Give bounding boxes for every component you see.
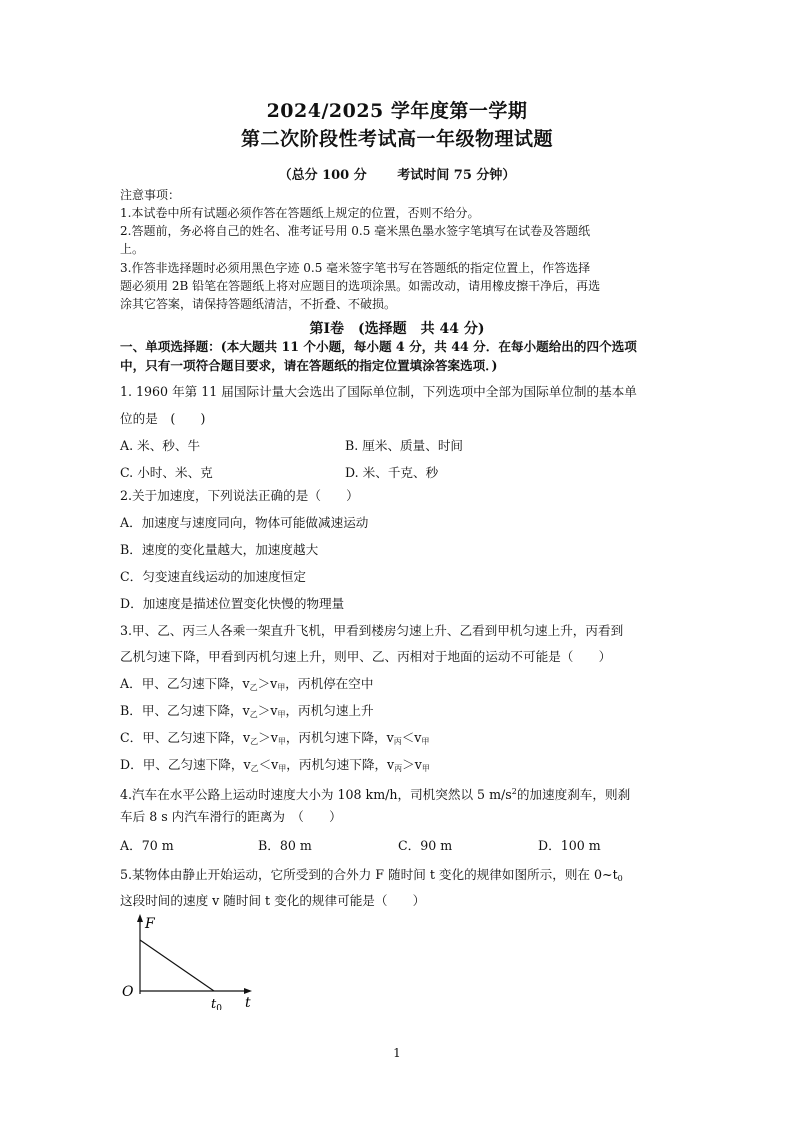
q3-stem: 乙机匀速下降，甲看到丙机匀速上升，则甲、乙、丙相对于地面的运动不可能是（ ） (120, 649, 612, 664)
q1-option-c: C. 小时、米、克 (120, 465, 213, 480)
q1-option-b: B. 厘米、质量、时间 (345, 438, 464, 453)
notice-item: 题必须用 2B 铅笔在答题纸上将对应题目的选项涂黑。如需改动，请用橡皮擦干净后，再选 (120, 279, 601, 293)
graph-x-label: t (245, 995, 251, 1010)
q2-option-d: D．加速度是描述位置变化快慢的物理量 (120, 596, 345, 611)
q3-option-c: C．甲、乙匀速下降，$v_乙>v_甲$，丙机匀速下降，$v_丙<v_甲$ (120, 730, 430, 746)
exam-title-subject: 第二次阶段性考试高一年级物理试题 (240, 128, 553, 150)
q3-option-a: A．甲、乙匀速下降，$v_乙>v_甲$，丙机停在空中 (120, 676, 374, 692)
graph-y-label: F (145, 916, 155, 932)
q1-stem: 位的是 ( ) (120, 411, 206, 426)
graph-force-line (140, 940, 214, 991)
graph-origin-label: O (122, 984, 134, 1000)
notice-item: 涂其它答案，请保持答题纸清洁，不折叠、不破损。 (120, 297, 397, 311)
notice-item: 3.作答非选择题时必须用黑色字迹 0.5 毫米签字笔书写在答题纸的指定位置上，作答选择 (120, 261, 591, 275)
notice-heading: 注意事项： (120, 188, 181, 202)
exam-title-term: 2024/2025 学年度第一学期 (266, 100, 528, 122)
q2-option-c: C．匀变速直线运动的加速度恒定 (120, 569, 306, 584)
q2-stem: 2.关于加速度，下列说法正确的是（ ） (120, 488, 359, 503)
notice-item: 1.本试卷中所有试题必须作答在答题纸上规定的位置，否则不给分。 (120, 206, 480, 220)
q3-option-b: B．甲、乙匀速下降，$v_乙>v_甲$，丙机匀速上升 (120, 703, 374, 719)
section-instruction: 一、单项选择题：(本大题共 11 个小题，每小题 4 分，共 44 分．在每小题给出的四个选项 (120, 339, 637, 354)
q4-stem: 车后 8 s 内汽车滑行的距离为 （ ） (120, 809, 342, 824)
q3-option-d: D．甲、乙匀速下降，$v_乙<v_甲$，丙机匀速下降，$v_丙>v_甲$ (120, 757, 430, 773)
q4-option-d: D．100 m (538, 838, 601, 853)
q3-stem: 3.甲、乙、丙三人各乘一架直升飞机，甲看到楼房匀速上升、乙看到甲机匀速上升，丙看到 (120, 623, 624, 638)
q5-stem: 5.某物体由静止开始运动，它所受到的合外力 F 随时间 t 变化的规律如图所示，则在 $0\sim t_0$ (120, 867, 623, 883)
q4-option-b: B．80 m (258, 838, 312, 853)
q1-option-a: A. 米、秒、牛 (120, 438, 201, 453)
notice-item: 2.答题前，务必将自己的姓名、准考证号用 0.5 毫米黑色墨水签字笔填写在试卷及答题纸 (120, 224, 591, 238)
q1-stem: 1. 1960 年第 11 届国际计量大会选出了国际单位制，下列选项中全部为国际单位制的基本单 (120, 384, 637, 399)
q4-option-a: A．70 m (120, 838, 174, 853)
q1-option-d: D. 米、千克、秒 (345, 465, 439, 480)
graph-t0-label: $t_0$ (211, 997, 222, 1010)
q4-stem: 4.汽车在水平公路上运动时速度大小为 108 km/h，司机突然以 5 $m/s^2$的加速度刹车，则刹 (120, 787, 631, 802)
q5-stem: 这段时间的速度 v 随时间 t 变化的规律可能是（ ） (120, 893, 426, 908)
section-instruction: 中，只有一项符合题目要求，请在答题纸的指定位置填涂答案选项．) (120, 358, 498, 373)
force-time-graph (118, 910, 268, 1010)
q2-option-a: A．加速度与速度同向，物体可能做减速运动 (120, 515, 369, 530)
q2-option-b: B．速度的变化量越大，加速度越大 (120, 542, 319, 557)
notice-item: 上。 (120, 242, 145, 256)
page-number: 1 (393, 1046, 401, 1060)
section-title: 第Ⅰ卷 (选择题 共 44 分) (309, 321, 485, 337)
exam-meta: （总分 100 分 考试时间 75 分钟） (278, 168, 516, 183)
graph-x-arrow (244, 988, 252, 994)
q4-option-c: C．90 m (398, 838, 453, 853)
graph-y-arrow (137, 914, 143, 922)
